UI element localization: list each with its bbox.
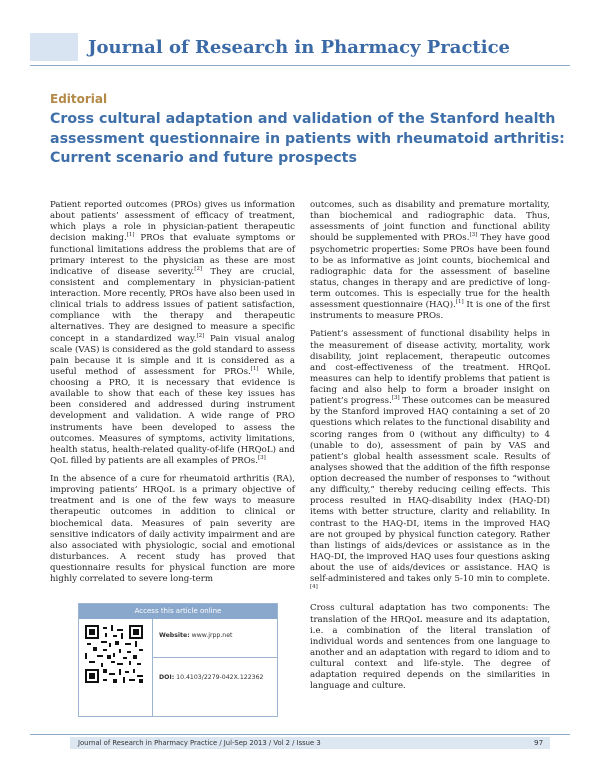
body-column-right [310, 200, 550, 699]
website-label: Website: [159, 632, 190, 639]
section-label: Editorial [50, 92, 108, 106]
article-title: Cross cultural adaptation and validation of the Stanford health assessment questionnaire in patients with rheumatoid arthritis: Current scenario and future prospects [50, 111, 565, 166]
access-box-heading: Access this article online [79, 604, 277, 619]
website-link[interactable]: www.jrpp.net [191, 632, 233, 639]
citation: [4] [310, 584, 318, 591]
citation: [1] [250, 366, 259, 373]
box-divider [152, 619, 153, 716]
paragraph: In the absence of a cure for rheumatoid arthritis (RA), improving patients’ HRQoL is a primary objective of treatment and is one of the few ways to measure therapeutic outcomes in addition to clinical or biochemical data. Measures of pain severity are sensitive indicators of daily activity impairment and are also associated with physiologic, social and emotional disturbances. A recent study has proved that questionnaire results for physical function are more highly correlated to severe long-term [50, 474, 295, 585]
citation: [1] [126, 232, 135, 239]
access-online-box [78, 603, 278, 717]
doi-link[interactable]: 10.4103/2279-042X.122362 [176, 674, 264, 681]
page-number: 97 [534, 738, 544, 747]
doi-info [159, 674, 274, 681]
citation: [2] [194, 265, 203, 272]
citation: [1] [455, 299, 464, 306]
journal-title: Journal of Research in Pharmacy Practice [88, 37, 510, 58]
paragraph: outcomes, such as disability and premature mortality, than biochemical and radiographic data. Thus, assessments of joint function and functional ability should be supplemented with PROs.[3] They have good psychometric properties: Some PROs have been found to be as informative as joint counts, biochemical and radiographic data for the assessment of baseline status, changes in therapy and are predictive of long-term outcomes. This is especially true for the health assessment questionnaire (HAQ).[1] It is one of the first instruments to measure PROs. [310, 200, 550, 322]
citation: [3] [469, 232, 478, 239]
paragraph: Cross cultural adaptation has two components: The translation of the HRQoL measure and its adaptation, i.e. a combination of the literal translation of individual words and sentences from one language to another and an adaptation with regard to idiom and to cultural context and life-style. The degree of adaptation required depends on the similarities in language and culture. [310, 603, 550, 692]
footer-divider [30, 734, 570, 735]
header-divider [30, 65, 570, 66]
body-column-left [50, 200, 295, 592]
citation: [2] [196, 332, 205, 339]
paragraph: Patient reported outcomes (PROs) gives us information about patients’ assessment of efficacy of treatment, which plays a role in physician-patient therapeutic decision making.[1] PROs that evaluate symptoms or functional limitations address the problems that are of primary interest to the physician as these are most indicative of disease severity.[2] They are crucial, consistent and complementary in physician-patient interaction. More recently, PROs have also been used in clinical trials to address issues of patient satisfaction, compliance with the therapy and therapeutic alternatives. They are designed to measure a specific concept in a standardized way.[2] Pain visual analog scale (VAS) is considered as the gold standard to assess pain because it is simple and it is considered as a useful method of assessment for PROs.[1] While, choosing a PRO, it is necessary that evidence is available to show that each of these key issues has been considered and addressed during instrument development and validation. A wide range of PRO instruments have been developed to assess the outcomes. Measures of symptoms, activity limitations, health status, health-related quality-of-life (HRQoL) and QoL filled by patients are all examples of PROs.[3] [50, 200, 296, 466]
footer-citation: Journal of Research in Pharmacy Practice / Jul-Sep 2013 / Vol 2 / Issue 3 [78, 739, 321, 747]
citation: [3] [391, 395, 400, 402]
doi-label: DOI: [159, 674, 175, 681]
website-info [159, 632, 274, 639]
citation: [3] [257, 455, 266, 462]
header-accent-bar [30, 33, 78, 61]
paragraph: Patient’s assessment of functional disability helps in the measurement of disease activity, mortality, work disability, joint replacement, therapeutic outcomes and cost-effectiveness of the treatment. HRQoL measures can help to identify problems that patient is facing and also help to form a broader insight on patient’s progress.[3] These outcomes can be measured by the Stanford improved HAQ containing a set of 20 questions which relates to the functional disability and scoring ranges from 0 (without any difficulty) to 4 (unable to do), assessment of pain by VAS and patient’s global health assessment scale. Results of analyses showed that the addition of the fifth response option decreased the number of responses to “without any difficulty,” thereby reducing ceiling effects. This process resulted in HAQ-disability index (HAQ-DI) items with better structure, clarity and reliability. In contrast to the HAQ-DI, items in the improved HAQ are not grouped by physical function category. Rather than listings of aids/devices or assistance as in the HAQ-DI, the improved HAQ uses four questions asking about the use of aids/devices or assistance. HAQ is self-administered and takes only 5-10 min to complete.[4] [310, 329, 550, 591]
box-divider [153, 657, 277, 658]
qr-code-icon[interactable] [85, 625, 143, 683]
